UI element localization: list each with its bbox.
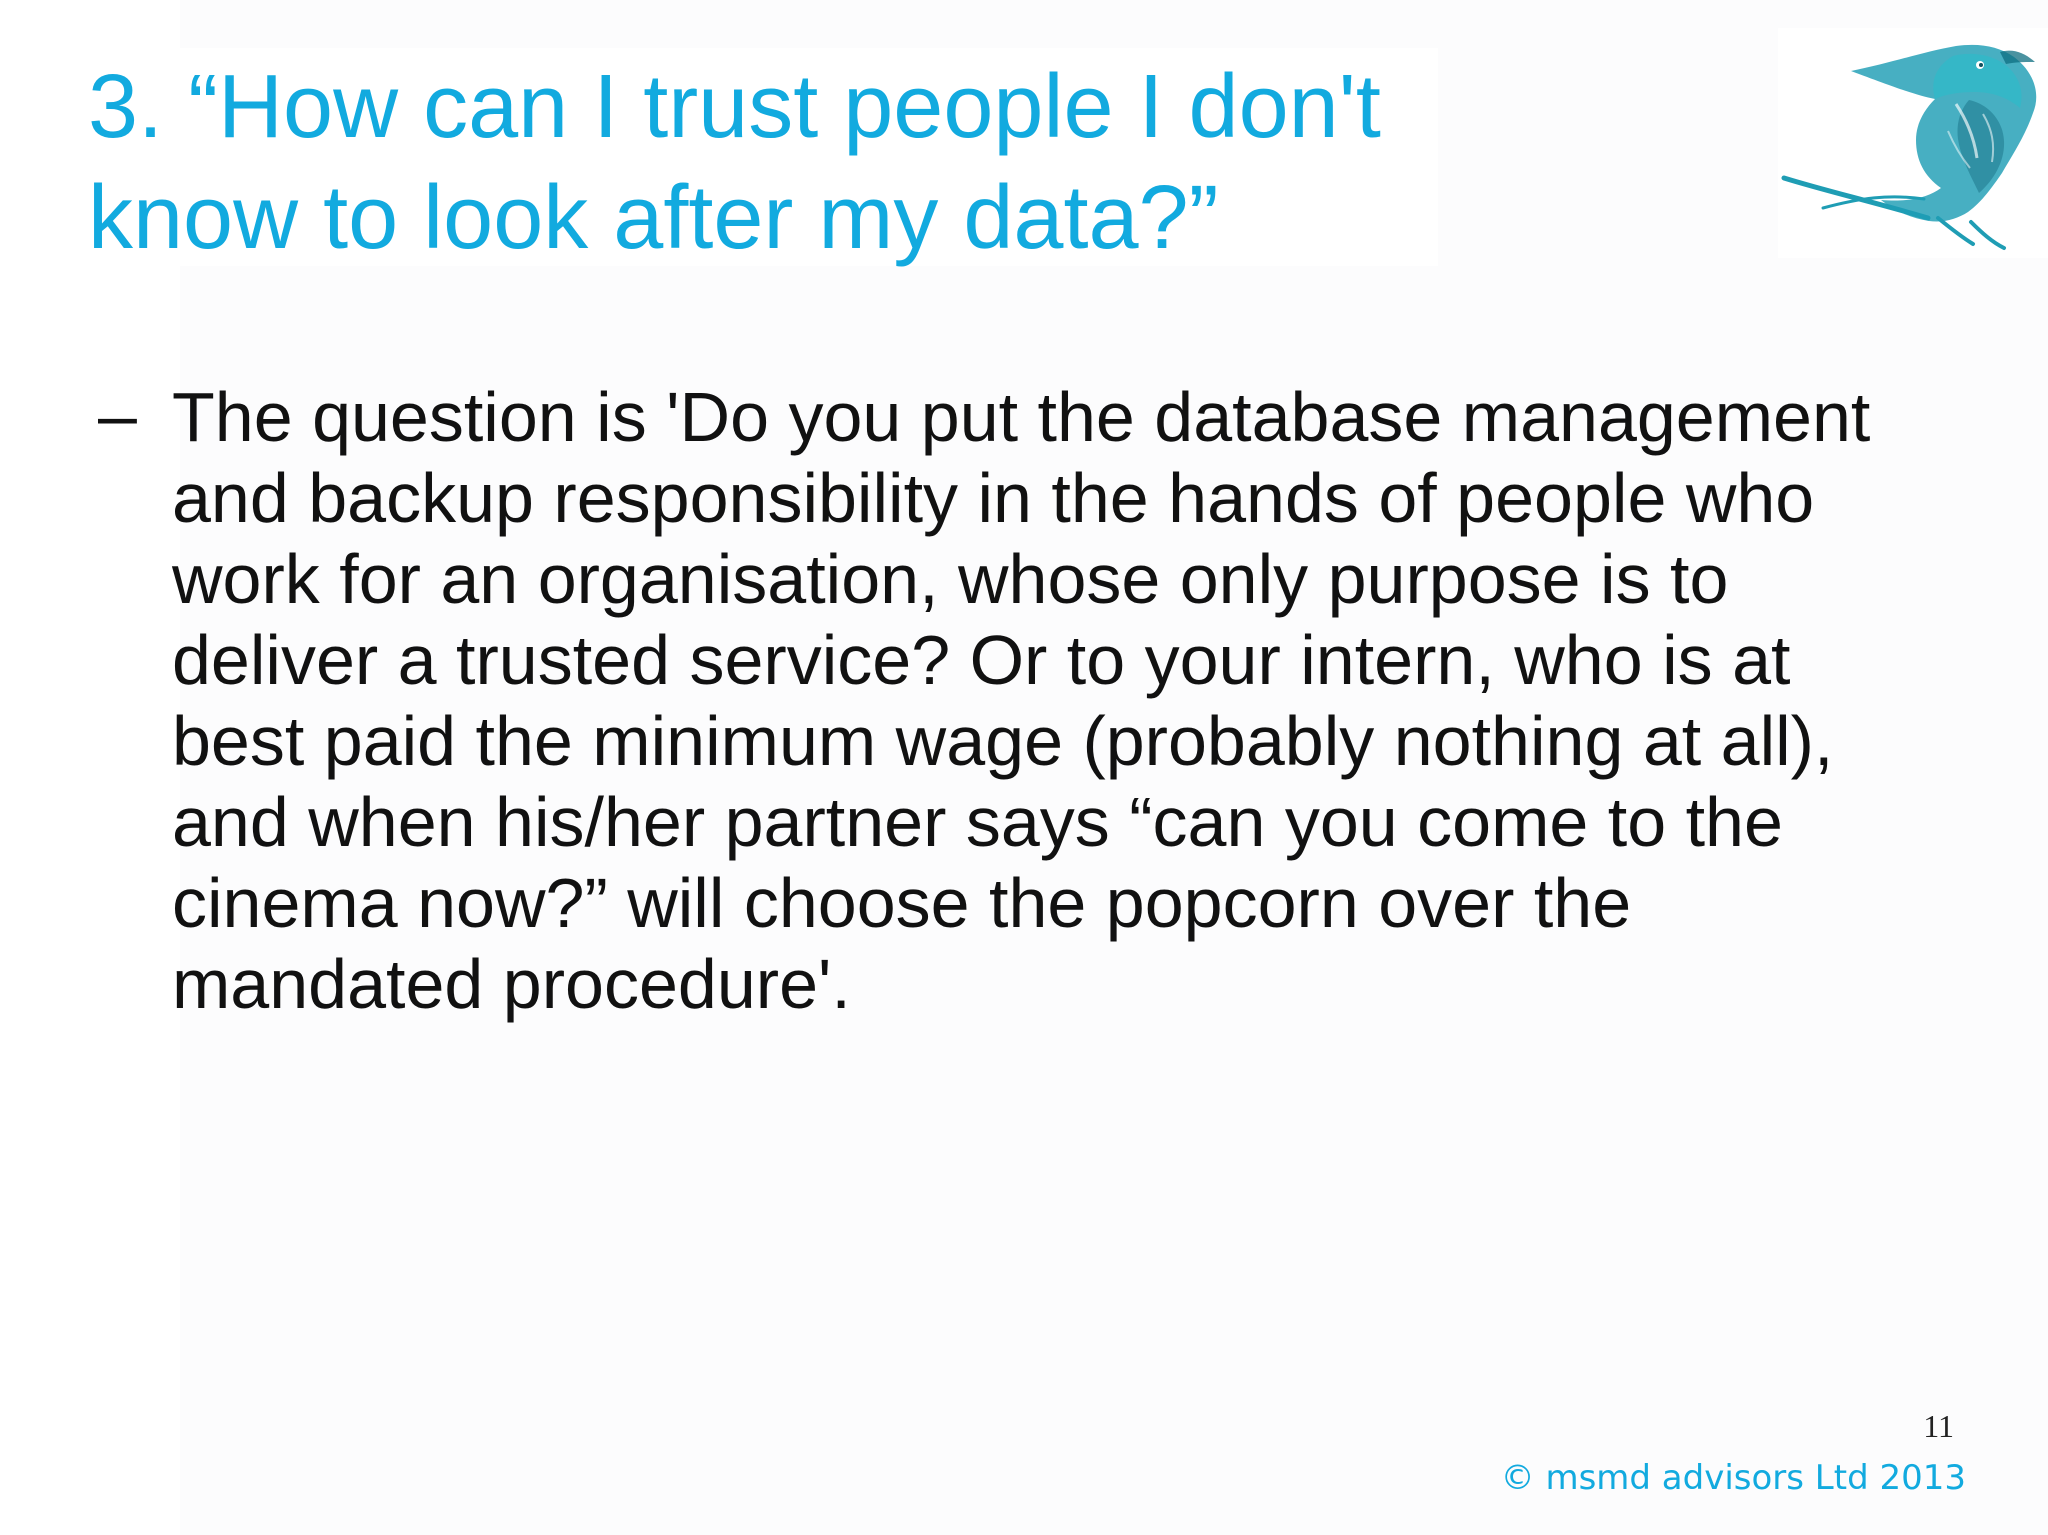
page-number: 11 bbox=[1923, 1408, 1954, 1444]
copyright-notice: © msmd advisors Ltd 2013 bbox=[1500, 1458, 1966, 1498]
bullet-dash: – bbox=[98, 376, 137, 454]
slide-title: 3. “How can I trust people I don't know to look after my data?” bbox=[88, 57, 1381, 268]
kingfisher-logo-icon bbox=[1778, 28, 2048, 258]
bullet-text: The question is 'Do you put the database management and backup responsibility in the hands of people who work for an organisation, whose only purpose is to deliver a trusted service? Or to your intern, who is at best paid the minimum wage (probably nothing at all), and when his/her partner says “can you come to the cinema now?” will choose the popcorn over the mandated procedure'. bbox=[172, 378, 1871, 1023]
